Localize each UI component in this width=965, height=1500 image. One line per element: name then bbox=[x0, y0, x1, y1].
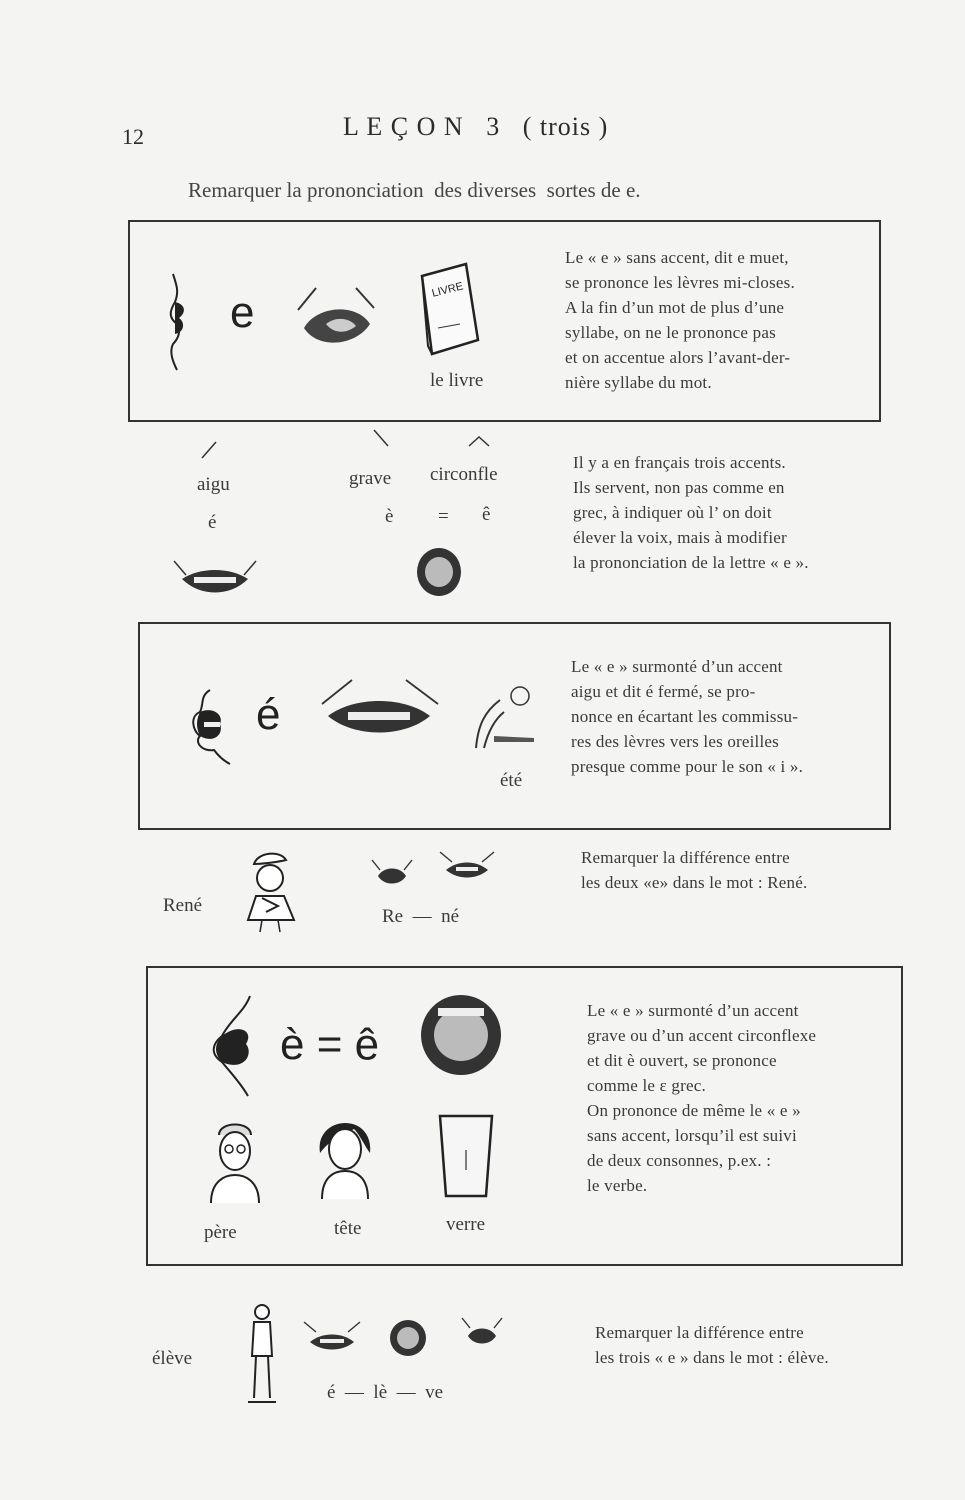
label-pere: père bbox=[204, 1222, 237, 1243]
word-eleve: élève bbox=[152, 1348, 193, 1369]
mouth-open-small-icon bbox=[386, 1316, 430, 1360]
text-line: comme le ε grec. bbox=[587, 1076, 706, 1095]
accent-grave-mark bbox=[372, 428, 392, 448]
text-line: Le « e » sans accent, dit e muet, bbox=[565, 248, 789, 267]
mouth-half-closed-icon bbox=[286, 280, 386, 360]
label-aigu: aigu bbox=[197, 474, 230, 495]
page-title: L E Ç O N 3 ( trois ) bbox=[343, 112, 609, 141]
man-glasses-portrait-icon bbox=[205, 1115, 265, 1207]
text-line: res des lèvres vers les oreilles bbox=[571, 732, 779, 751]
mouth-wide-smile-icon bbox=[314, 676, 444, 746]
mouth-rounded-icon bbox=[370, 856, 414, 890]
letter-e: e bbox=[230, 288, 255, 337]
text-line: Remarquer la différence entre bbox=[595, 1323, 804, 1342]
text-line: de deux consonnes, p.ex. : bbox=[587, 1151, 772, 1170]
text-line: la prononciation de la lettre « e ». bbox=[573, 553, 809, 572]
text-line: grave ou d’un accent circonflexe bbox=[587, 1026, 817, 1045]
text-line: Le « e » surmonté d’un accent bbox=[571, 657, 783, 676]
mouth-smile-small-icon bbox=[302, 1318, 362, 1356]
mouth-smile-icon bbox=[170, 555, 260, 605]
accent-aigu-mark bbox=[200, 440, 220, 460]
text-line: nière syllabe du mot. bbox=[565, 373, 712, 392]
face-profile-icon bbox=[165, 272, 195, 372]
face-open-profile-icon bbox=[200, 992, 270, 1102]
equals-sign: = bbox=[438, 506, 449, 527]
char-e-circ: ê bbox=[482, 504, 491, 525]
woman-portrait-icon bbox=[314, 1105, 376, 1201]
mouth-wide-open-icon bbox=[416, 992, 506, 1078]
text-rene bbox=[581, 845, 881, 895]
text-eleve bbox=[595, 1320, 895, 1370]
text-line: Remarquer la différence entre bbox=[581, 848, 790, 867]
text-line: On prononce de même le « e » bbox=[587, 1101, 801, 1120]
label-le-livre: le livre bbox=[430, 370, 484, 391]
text-line: Le « e » surmonté d’un accent bbox=[587, 1001, 799, 1020]
text-line: les deux «e» dans le mot : René. bbox=[581, 873, 808, 892]
letters-e-grave-circ: è = ê bbox=[280, 1020, 380, 1069]
book-title: LIVRE bbox=[430, 280, 465, 300]
text-line: et dit è ouvert, se prononce bbox=[587, 1051, 777, 1070]
char-e-grave: è bbox=[385, 506, 394, 527]
text-line: Ils servent, non pas comme en bbox=[573, 478, 785, 497]
text-line: syllabe, on ne le prononce pas bbox=[565, 323, 776, 342]
text-line: les trois « e » dans le mot : élève. bbox=[595, 1348, 829, 1367]
label-verre: verre bbox=[446, 1214, 486, 1235]
text-line: presque comme pour le son « i ». bbox=[571, 757, 804, 776]
label-circonflexe: circonfle bbox=[430, 464, 498, 485]
summer-sun-icon bbox=[464, 676, 544, 756]
mouth-open-icon bbox=[414, 546, 464, 606]
text-e-ouvert bbox=[587, 998, 887, 1198]
accent-circonflexe-mark bbox=[467, 434, 491, 448]
glass-icon bbox=[436, 1110, 496, 1200]
student-figure-icon bbox=[244, 1302, 280, 1406]
text-line: se prononce les lèvres mi-closes. bbox=[565, 273, 795, 292]
mouth-smile-small-icon bbox=[438, 848, 496, 884]
text-line: le verbe. bbox=[587, 1176, 648, 1195]
book-icon bbox=[414, 258, 484, 358]
text-line: nonce en écartant les commissu- bbox=[571, 707, 799, 726]
label-ete: été bbox=[500, 770, 523, 791]
face-smile-profile-icon bbox=[180, 686, 240, 766]
text-line: Il y a en français trois accents. bbox=[573, 453, 786, 472]
text-line: A la fin d’un mot de plus d’une bbox=[565, 298, 785, 317]
text-line: grec, à indiquer où l’ on doit bbox=[573, 503, 772, 522]
text-line: aigu et dit é fermé, se pro- bbox=[571, 682, 756, 701]
syllables-eleve: é — lè — ve bbox=[327, 1382, 444, 1403]
intro-text: Remarquer la prononciation des diverses sortes de e. bbox=[188, 178, 641, 202]
boy-portrait-icon bbox=[244, 850, 304, 934]
label-grave: grave bbox=[349, 468, 392, 489]
letter-e-aigu: é bbox=[256, 690, 281, 739]
char-e-aigu: é bbox=[208, 512, 217, 533]
page-number: 12 bbox=[122, 124, 144, 149]
text-accents bbox=[573, 450, 873, 575]
text-e-ferme bbox=[571, 654, 871, 779]
text-e-muet bbox=[565, 245, 865, 395]
text-line: élever la voix, mais à modifier bbox=[573, 528, 787, 547]
syllables-rene: Re — né bbox=[382, 906, 460, 927]
text-line: et on accentue alors l’avant-der- bbox=[565, 348, 791, 367]
text-line: sans accent, lorsqu’il est suivi bbox=[587, 1126, 797, 1145]
label-tete: tête bbox=[334, 1218, 362, 1239]
word-rene: René bbox=[163, 895, 203, 916]
mouth-rounded-icon bbox=[460, 1314, 504, 1350]
